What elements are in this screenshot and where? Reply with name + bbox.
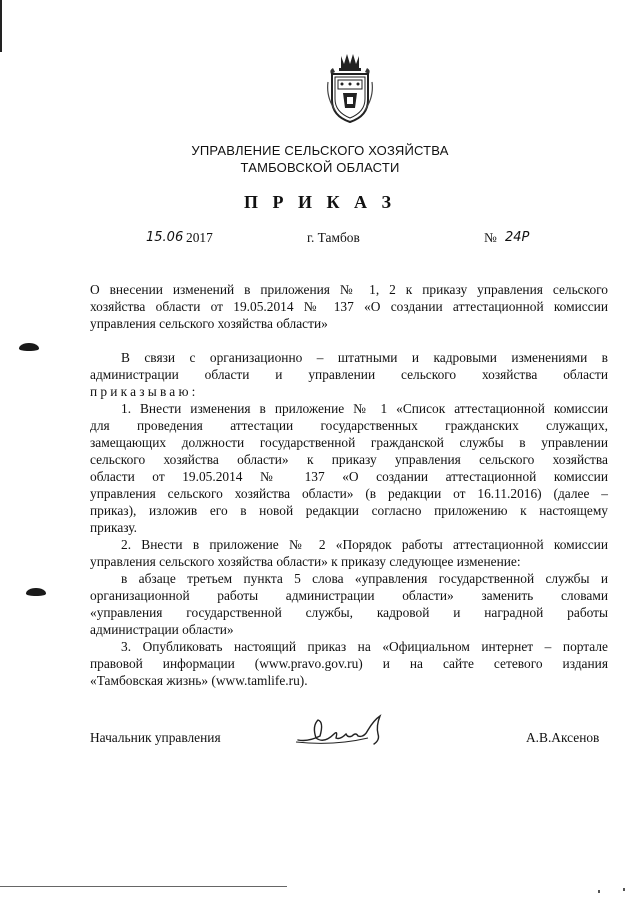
organization-name-line2: ТАМБОВСКОЙ ОБЛАСТИ	[240, 160, 400, 175]
signatory-name: А.В.Аксенов	[526, 730, 600, 745]
body-line: приказываю:	[90, 384, 199, 399]
body-line: правовой информации (www.pravo.gov.ru) и на сайте сетевого издания	[90, 656, 608, 671]
coat-of-arms-emblem	[327, 52, 373, 124]
body-line: 3. Опубликовать настоящий приказ на «Официальном интернет – портале	[121, 639, 608, 654]
handwritten-signature	[294, 712, 404, 748]
body-line: 2. Внести в приложение № 2 «Порядок работы аттестационной комиссии	[121, 537, 608, 552]
body-line: 1. Внести изменения в приложение № 1 «Список аттестационной комиссии	[121, 401, 608, 416]
signatory-position: Начальник управления	[90, 730, 221, 745]
body-line: В связи с организационно – штатными и кадровыми изменениями в	[121, 350, 608, 365]
scan-edge-mark	[0, 0, 2, 52]
body-line: для проведения аттестации государственных гражданских служащих,	[90, 418, 608, 433]
document-title: П Р И К А З	[243, 192, 397, 212]
city: г. Тамбов	[307, 230, 360, 245]
body-line: приказ), изложив его в новой редакции согласно приложению к настоящему	[90, 503, 608, 518]
organization-name-line1: УПРАВЛЕНИЕ СЕЛЬСКОГО ХОЗЯЙСТВА	[191, 143, 449, 158]
body-line: области от 19.05.2014 № 137 «О создании аттестационной комиссии	[90, 469, 608, 484]
body-line: администрации области и управлении сельского хозяйства области	[90, 367, 608, 382]
punch-hole-mark	[19, 343, 39, 351]
footer-rule	[0, 886, 287, 887]
subject-line: хозяйства области от 19.05.2014 № 137 «О создании аттестационной комиссии	[90, 299, 608, 314]
scan-dot	[598, 890, 600, 893]
body-line: приказу.	[90, 520, 137, 535]
subject-line: О внесении изменений в приложения № 1, 2 к приказу управления сельского	[90, 282, 608, 297]
body-line: «управления государственной службы, кадровой и наградной работы	[90, 605, 608, 620]
number-prefix: №	[484, 230, 497, 245]
body-line: управления сельского хозяйства области» (в редакции от 16.11.2016) (далее –	[90, 486, 608, 501]
body-line: организационной работы администрации области» заменить словами	[90, 588, 608, 603]
date-year: 2017	[186, 230, 213, 245]
body-line: администрации области»	[90, 622, 234, 637]
date-handwritten: 15.06	[146, 230, 184, 245]
scan-dot	[623, 888, 625, 891]
body-line: сельского хозяйства области» к приказу управления сельского хозяйства	[90, 452, 608, 467]
number-handwritten: 24Р	[505, 230, 530, 245]
punch-hole-mark	[26, 588, 46, 596]
body-line: замещающих должности государственной гражданской службы в управлении	[90, 435, 608, 450]
body-line: «Тамбовская жизнь» (www.tamlife.ru).	[90, 673, 308, 688]
body-line: управления сельского хозяйства области» к приказу следующее изменение:	[90, 554, 521, 569]
subject-line: управления сельского хозяйства области»	[90, 316, 328, 331]
body-line: в абзаце третьем пункта 5 слова «управления государственной службы и	[121, 571, 608, 586]
